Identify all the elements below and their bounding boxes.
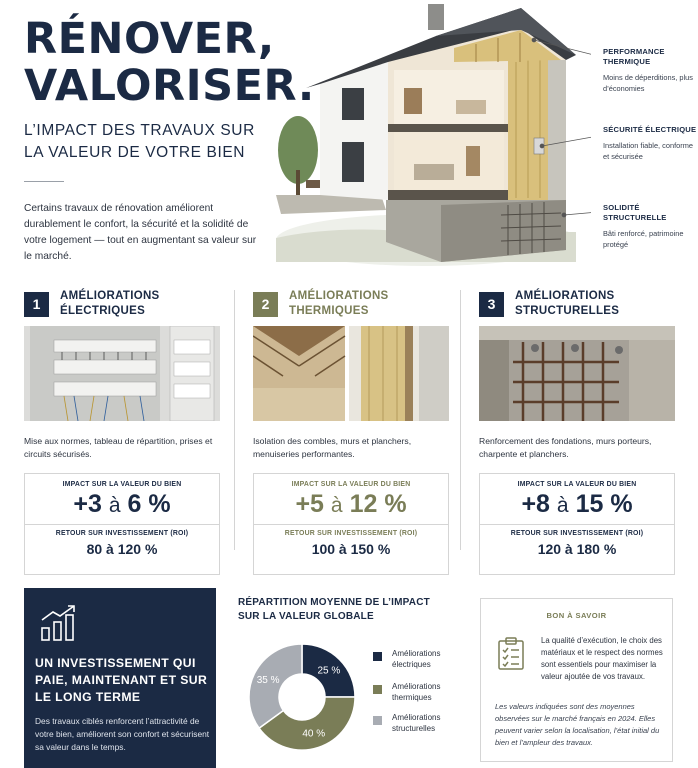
impact-box — [24, 473, 220, 575]
intro-text: Certains travaux de rénovation améliorent durablement le confort, la sécurité et la solidité de votre logement — tout en augmentant sa valeur sur le marché. — [24, 203, 257, 262]
column-description: Isolation des combles, murs et planchers, menuiseries performantes. — [253, 436, 412, 459]
column-header — [253, 288, 449, 320]
column-divider — [460, 290, 461, 550]
column-thermal — [253, 288, 449, 575]
donut-chart — [248, 633, 360, 761]
impact-min: +3 — [73, 490, 102, 518]
callout-title: SOLIDITÉ STRUCTURELLE — [603, 203, 667, 222]
subtitle-line-2: LA VALEUR DE VOTRE BIEN — [24, 144, 246, 161]
page-title — [24, 16, 314, 110]
callout-desc: Moins de déperditions, plus d’économies — [603, 73, 693, 93]
info-box — [480, 598, 673, 762]
legend-swatch — [373, 685, 382, 694]
subtitle-line-1: L’IMPACT DES TRAVAUX SUR — [24, 122, 255, 139]
column-number-badge: 1 — [24, 292, 49, 317]
roi-label: RETOUR SUR INVESTISSEMENT (ROI) — [284, 530, 418, 537]
impact-max: 12 % — [349, 490, 407, 518]
legend-item — [373, 712, 468, 734]
column-description: Renforcement des fondations, murs porteurs, charpente et planchers. — [479, 436, 652, 459]
info-description: La qualité d’exécution, le choix des matériaux et le respect des normes sont essentiels pour maximiser la valeur ajoutée de vos travaux. — [541, 636, 663, 681]
callout-structural — [603, 203, 698, 250]
legend-swatch — [373, 716, 382, 725]
impact-value — [25, 490, 219, 522]
column-header — [24, 288, 220, 320]
column-number-badge: 2 — [253, 292, 278, 317]
column-title: AMÉLIORATIONS STRUCTURELLES — [515, 290, 620, 317]
legend-swatch — [373, 652, 382, 661]
impact-min: +8 — [521, 490, 550, 518]
impact-label: IMPACT SUR LA VALEUR DU BIEN — [517, 481, 637, 488]
roi-value: 120 à 180 % — [537, 541, 617, 557]
impact-min: +5 — [295, 490, 324, 518]
growth-chart-icon — [40, 604, 80, 642]
impact-box — [479, 473, 675, 575]
clipboard-checklist-icon — [497, 637, 525, 671]
impact-label: IMPACT SUR LA VALEUR DU BIEN — [291, 481, 411, 488]
roi-value: 100 à 150 % — [311, 541, 391, 557]
roi-label: RETOUR SUR INVESTISSEMENT (ROI) — [510, 530, 644, 537]
column-number-badge: 3 — [479, 292, 504, 317]
panel-title: UN INVESTISSEMENT QUI PAIE, MAINTENANT ET SUR LE LONG TERME — [35, 656, 208, 704]
insulation-photo — [253, 326, 449, 421]
roi-label: RETOUR SUR INVESTISSEMENT (ROI) — [55, 530, 189, 537]
callout-desc: Bâti renforcé, patrimoine protégé — [603, 229, 684, 249]
impact-max: 6 % — [127, 490, 171, 518]
callout-desc: Installation fiable, conforme et sécurisée — [603, 141, 693, 161]
callout-thermal — [603, 47, 698, 94]
column-description: Mise aux normes, tableau de répartition, prises et circuits sécurisés. — [24, 436, 213, 459]
impact-max: 15 % — [575, 490, 633, 518]
info-note: Les valeurs indiquées sont des moyennes observées sur le marché français en 2024. Elles peuvent varier selon la localisation, l’état initial du bien et l’ampleur des travaux. — [495, 702, 660, 747]
legend-label: Améliorations électriques — [392, 649, 441, 669]
callout-title: SÉCURITÉ ÉLECTRIQUE — [603, 125, 697, 134]
column-structural — [479, 288, 675, 575]
column-electrical — [24, 288, 220, 575]
electrical-panel-photo — [24, 326, 220, 421]
donut-data-label: 35 % — [256, 675, 280, 687]
investment-panel — [24, 588, 216, 768]
page-subtitle — [24, 120, 284, 164]
column-title: AMÉLIORATIONS THERMIQUES — [289, 290, 389, 317]
legend-item — [373, 648, 468, 670]
house-cutaway-illustration — [276, 0, 591, 272]
impact-value — [254, 490, 448, 522]
rebar-foundation-photo — [479, 326, 675, 421]
title-line-1: RÉNOVER, — [24, 14, 275, 64]
callout-electrical — [603, 125, 698, 162]
title-line-2: VALORISER. — [24, 61, 315, 111]
legend-item — [373, 681, 468, 703]
impact-label: IMPACT SUR LA VALEUR DU BIEN — [62, 481, 182, 488]
donut-data-label: 25 % — [317, 665, 341, 677]
impact-value — [480, 490, 674, 522]
impact-box — [253, 473, 449, 575]
info-title: BON À SAVOIR — [546, 611, 607, 620]
column-title: AMÉLIORATIONS ÉLECTRIQUES — [60, 290, 160, 317]
legend-label: Améliorations thermiques — [392, 682, 441, 702]
donut-data-label: 40 % — [302, 728, 326, 740]
column-divider — [234, 290, 235, 550]
chart-title: RÉPARTITION MOYENNE DE L’IMPACT SUR LA VALEUR GLOBALE — [238, 597, 430, 622]
impact-sep: à — [330, 494, 343, 517]
panel-description: Des travaux ciblés renforcent l’attractivité de votre bien, améliorent son confort et sécurisent sa valeur dans le temps. — [35, 716, 210, 752]
callout-title: PERFORMANCE THERMIQUE — [603, 47, 665, 66]
box-divider — [25, 524, 219, 525]
divider — [24, 181, 64, 182]
roi-value: 80 à 120 % — [86, 541, 158, 557]
legend-label: Améliorations structurelles — [392, 713, 441, 733]
box-divider — [254, 524, 448, 525]
box-divider — [480, 524, 674, 525]
impact-sep: à — [556, 494, 569, 517]
impact-sep: à — [108, 494, 121, 517]
column-header — [479, 288, 675, 320]
